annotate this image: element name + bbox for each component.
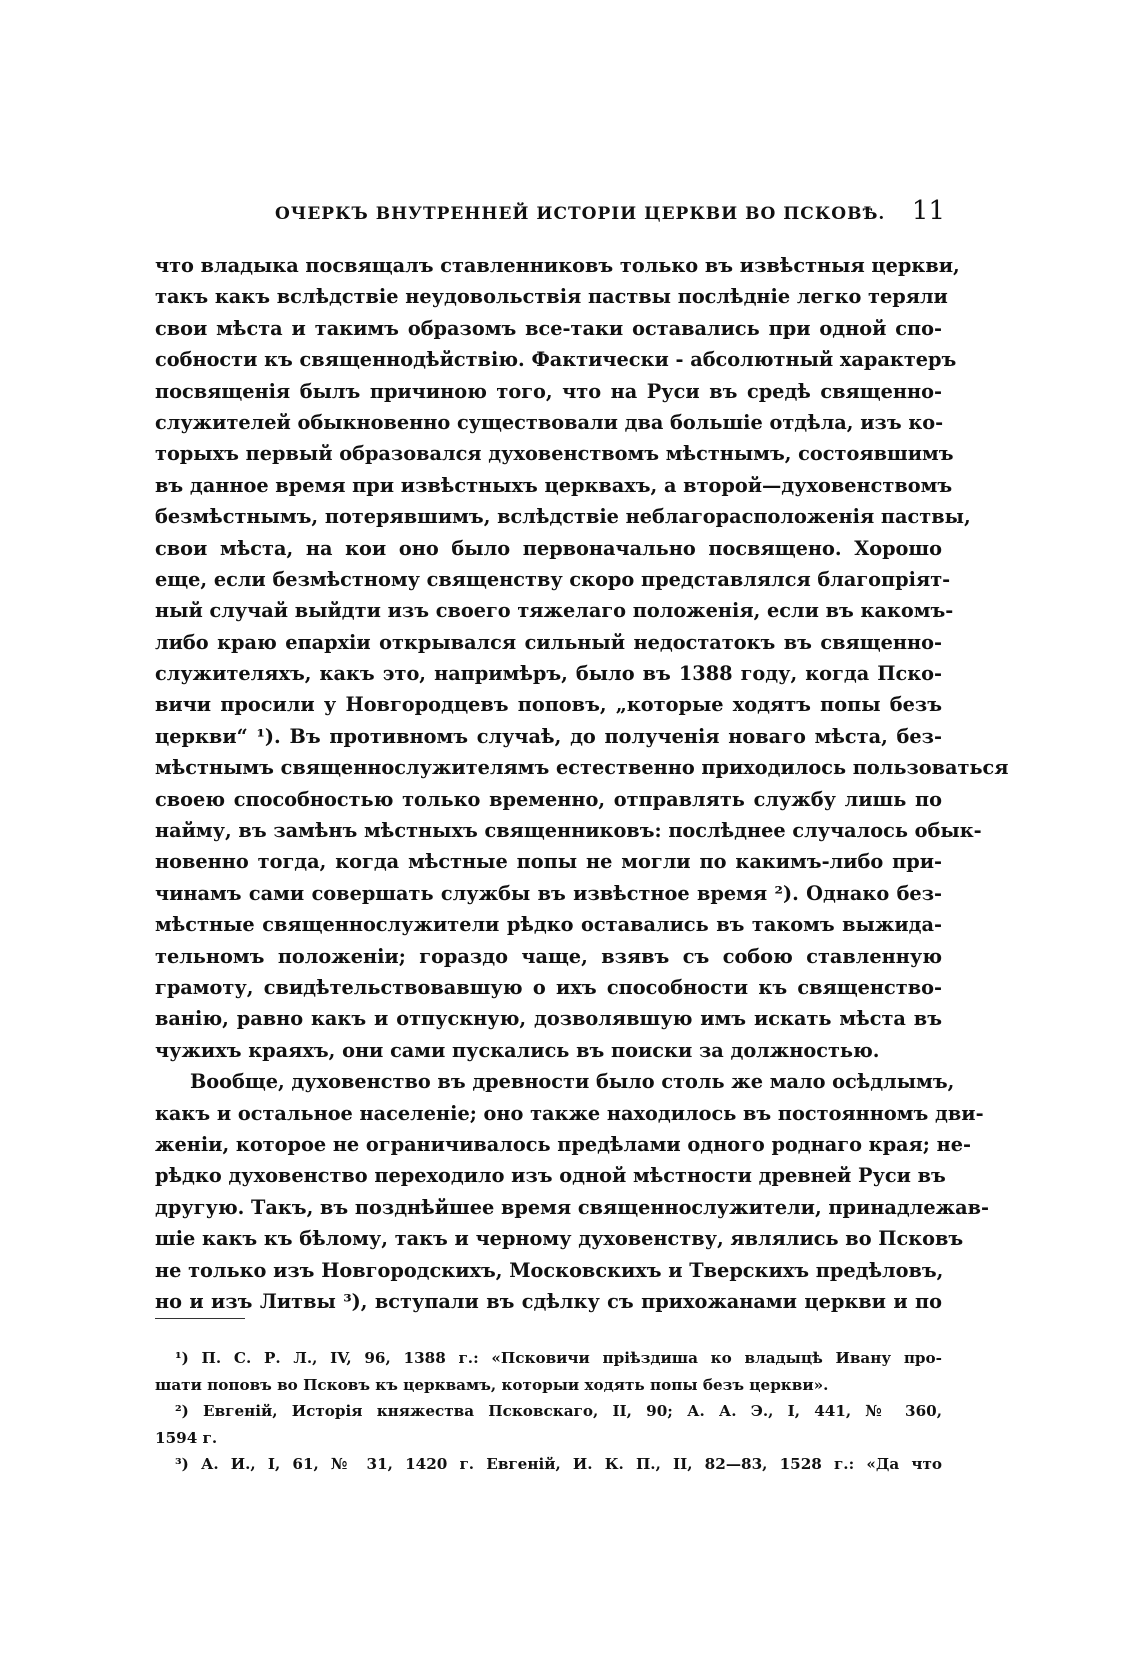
text-line: ный случай выйдти изъ своего тяжелаго положенія, если въ какомъ-	[155, 599, 954, 623]
text-line: безмѣстнымъ, потерявшимъ, вслѣдствіе неблагорасположенія паствы,	[155, 505, 971, 529]
text-line: какъ и остальное населеніе; оно также находилось въ постоянномъ дви-	[155, 1101, 984, 1125]
text-line: женіи, которое не ограничивалось предѣлами одного роднаго края; не-	[155, 1132, 972, 1156]
text-line: своею способностью только временно, отправлять службу лишь по	[155, 787, 942, 811]
text-line: свои мѣста и такимъ образомъ все-таки оставались при одной спо-	[155, 316, 942, 340]
text-line: шіе какъ къ бѣлому, такъ и черному духовенству, являлись во Псковъ	[155, 1227, 964, 1251]
text-line: мѣстные священнослужители рѣдко оставались въ такомъ выжида-	[155, 913, 942, 937]
footnote-divider	[155, 1318, 245, 1319]
footnotes	[155, 1345, 942, 1478]
text-line: чинамъ сами совершать службы въ извѣстное время ²). Однако без-	[155, 881, 942, 905]
text-line: такъ какъ вслѣдствіе неудовольствія паствы послѣдніе легко теряли	[155, 285, 948, 309]
text-line: чужихъ краяхъ, они сами пускались въ поиски за должностью.	[155, 1038, 880, 1062]
text-line: другую. Такъ, въ позднѣйшее время священнослужители, принадлежав-	[155, 1195, 989, 1219]
footnote-line: ²) Евгеній, Исторія княжества Псковскаго, II, 90; А. А. Э., I, 441, № 360,	[175, 1402, 942, 1420]
text-line: либо краю епархіи открывался сильный недостатокъ въ священно-	[155, 630, 942, 654]
text-line: мѣстнымъ священнослужителямъ естественно приходилось пользоваться	[155, 756, 1009, 780]
text-line: церкви“ ¹). Въ противномъ случаѣ, до полученія новаго мѣста, без-	[155, 724, 942, 748]
text-line: что владыка посвящалъ ставленниковъ только въ извѣстныя церкви,	[155, 254, 960, 277]
text-line: Вообще, духовенство въ древности было столь же мало осѣдлымъ,	[190, 1070, 955, 1094]
text-line: посвященія былъ причиною того, что на Руси въ средѣ священно-	[155, 379, 942, 403]
text-line: ванію, равно какъ и отпускную, дозволявшую имъ искать мѣста въ	[155, 1007, 942, 1031]
footnote-line: ³) А. И., I, 61, № 31, 1420 г. Евгеній, И. К. П., II, 82—83, 1528 г.: «Да что	[175, 1455, 942, 1473]
text-line: но и изъ Литвы ³), вступали въ сдѣлку съ прихожанами церкви и по	[155, 1289, 942, 1313]
running-head	[155, 196, 945, 232]
page-number: 11	[911, 196, 945, 226]
text-line: собности къ священнодѣйствію. Фактически - абсолютный характеръ	[155, 348, 957, 372]
text-line: рѣдко духовенство переходило изъ одной мѣстности древней Руси въ	[155, 1164, 946, 1188]
footnote-line: шати поповъ во Псковъ къ церквамъ, которыи ходять попы безъ церкви».	[155, 1375, 829, 1394]
running-title: ОЧЕРКЪ ВНУТРЕННЕЙ ИСТОРІИ ЦЕРКВИ ВО ПСКОВѢ.	[275, 204, 886, 224]
text-line: не только изъ Новгородскихъ, Московскихъ и Тверскихъ предѣловъ,	[155, 1258, 944, 1282]
text-line: найму, въ замѣнъ мѣстныхъ священниковъ: послѣднее случалось обык-	[155, 819, 982, 843]
text-line: служителяхъ, какъ это, напримѣръ, было въ 1388 году, когда Пско-	[155, 662, 942, 686]
text-line: вичи просили у Новгородцевъ поповъ, „которые ходятъ попы безъ	[155, 693, 942, 717]
text-line: тельномъ положеніи; гораздо чаще, взявъ съ собою ставленную	[155, 944, 942, 968]
body-text	[155, 250, 1009, 1317]
text-line: торыхъ первый образовался духовенствомъ мѣстнымъ, состоявшимъ	[155, 442, 954, 466]
text-line: въ данное время при извѣстныхъ церквахъ, а второй—духовенствомъ	[155, 473, 953, 497]
text-line: новенно тогда, когда мѣстные попы не могли по какимъ-либо при-	[155, 850, 942, 874]
text-line: еще, если безмѣстному священству скоро представлялся благопріят-	[155, 567, 951, 591]
footnote-line: 1594 г.	[155, 1428, 218, 1447]
footnote-line: ¹) П. С. Р. Л., IV, 96, 1388 г.: «Псковичи пріѣздиша ко владыцѣ Ивану про-	[175, 1349, 942, 1367]
text-line: грамоту, свидѣтельствовавшую о ихъ способности къ священство-	[155, 975, 942, 999]
text-line: свои мѣста, на кои оно было первоначально посвящено. Хорошо	[155, 536, 942, 560]
text-line: служителей обыкновенно существовали два большіе отдѣла, изъ ко-	[155, 410, 944, 434]
